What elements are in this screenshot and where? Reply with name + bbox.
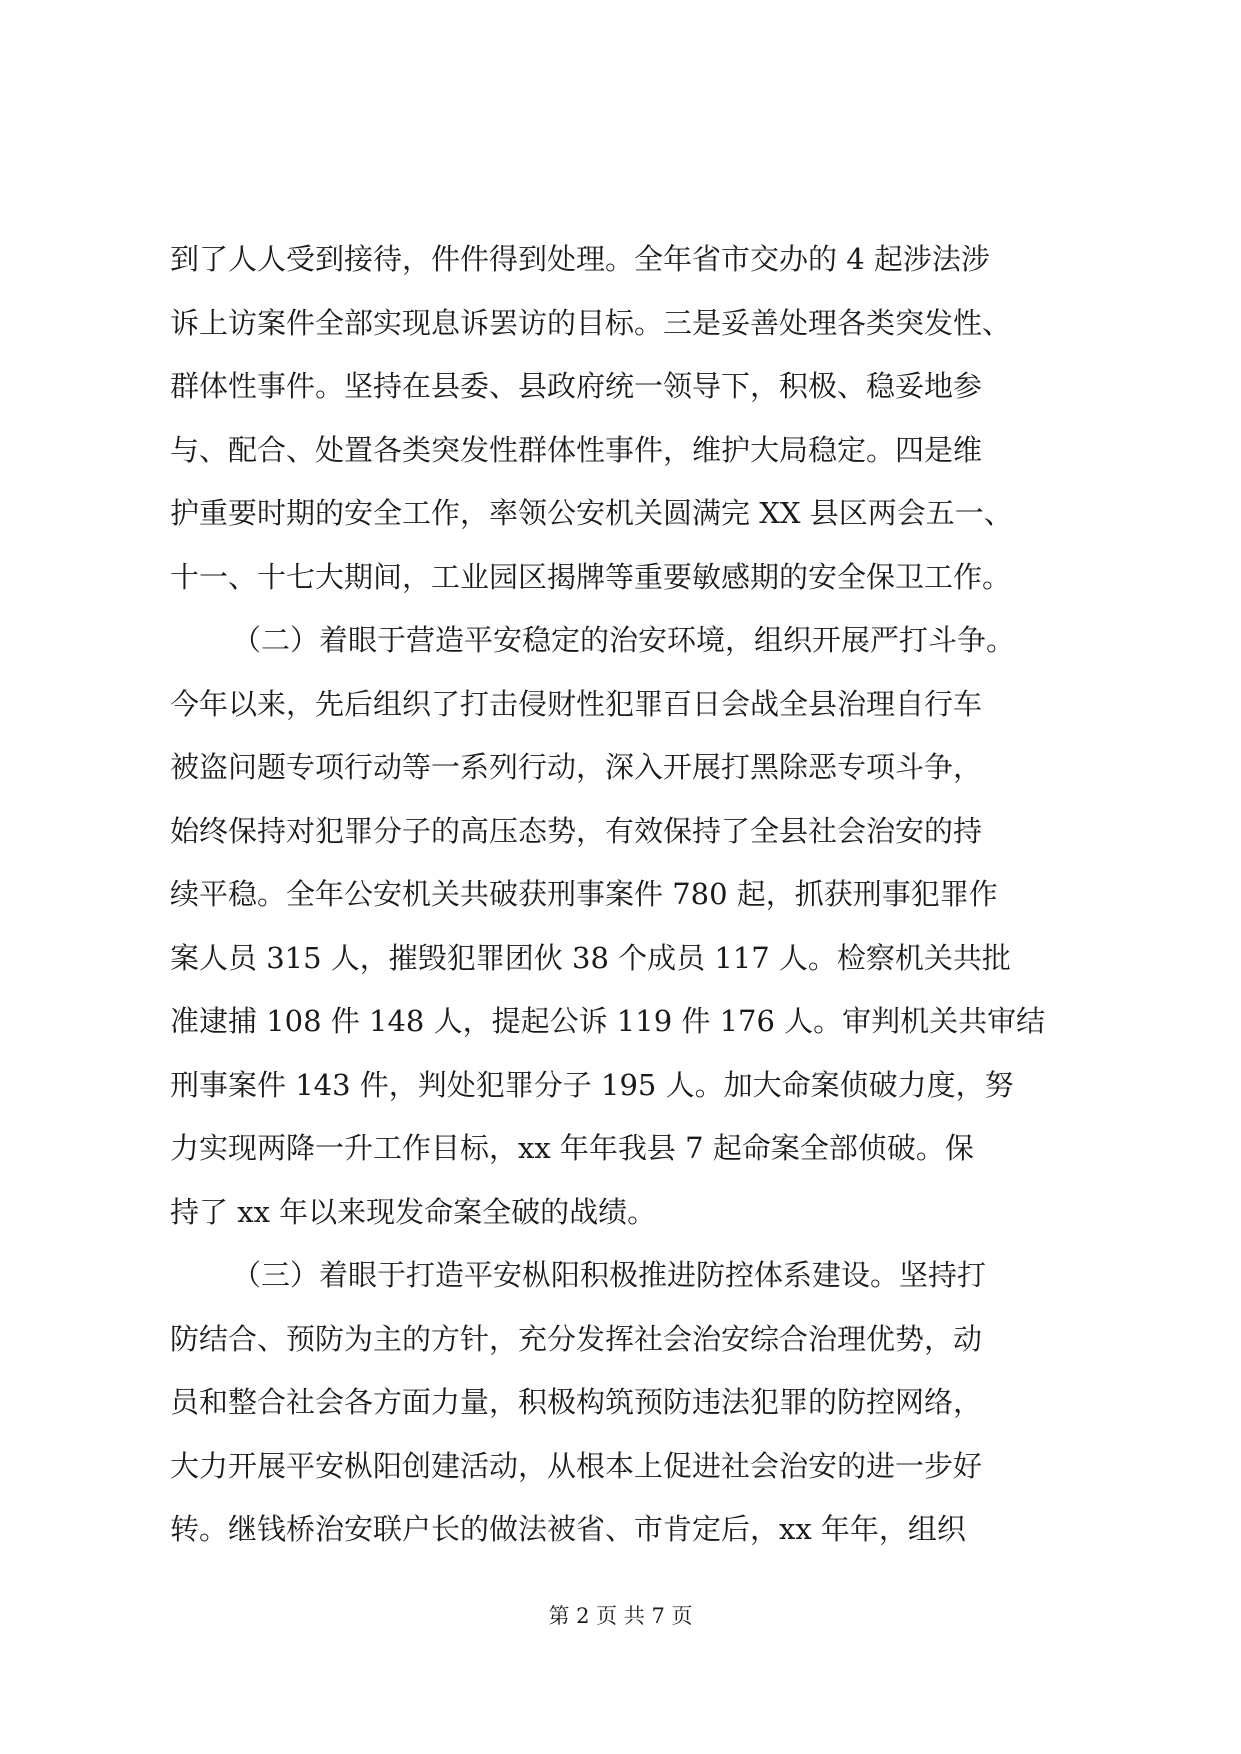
text-line: 大力开展平安枞阳创建活动，从根本上促进社会治安的进一步好 [170,1448,983,1483]
text-line: 准逮捕 108 件 148 人，提起公诉 119 件 176 人。审判机关共审结 [170,1004,1046,1038]
text-line: 今年以来，先后组织了打击侵财性犯罪百日会战全县治理自行车 [170,686,983,721]
text-line: 员和整合社会各方面力量，积极构筑预防违法犯罪的防控网络， [170,1385,983,1419]
text-line: 与、配合、处置各类突发性群体性事件，维护大局稳定。四是维 [170,432,983,467]
section-heading-line: （三）着眼于打造平安枞阳积极推进防控体系建设。坚持打 [232,1258,987,1292]
text-line: 案人员 315 人，摧毁犯罪团伙 38 个成员 117 人。检察机关共批 [170,940,1011,975]
text-line: 始终保持对犯罪分子的高压态势，有效保持了全县社会治安的持 [170,813,983,848]
text-line: 到了人人受到接待，件件得到处理。全年省市交办的 4 起涉法涉 [170,242,990,276]
text-line: 转。继钱桥治安联户长的做法被省、市肯定后，xx 年年，组织 [170,1512,966,1546]
text-line: 刑事案件 143 件，判处犯罪分子 195 人。加大命案侦破力度，努 [170,1067,1014,1102]
text-line: 持了 xx 年以来现发命案全破的战绩。 [170,1194,657,1229]
page-number-footer: 第 2 页 共 7 页 [548,1604,693,1628]
text-line: 护重要时期的安全工作，率领公安机关圆满完 XX 县区两会五一、 [170,496,1013,530]
text-line: 被盗问题专项行动等一系列行动，深入开展打黑除恶专项斗争， [170,750,983,784]
text-line: 诉上访案件全部实现息诉罢访的目标。三是妥善处理各类突发性、 [170,305,1012,340]
text-line: 力实现两降一升工作目标，xx 年年我县 7 起命案全部侦破。保 [170,1131,974,1165]
text-line: 群体性事件。坚持在县委、县政府统一领导下，积极、稳妥地参 [170,369,983,403]
text-line: 十一、十七大期间，工业园区揭牌等重要敏感期的安全保卫工作。 [170,559,1012,594]
text-line: 续平稳。全年公安机关共破获刑事案件 780 起，抓获刑事犯罪作 [170,877,998,911]
section-heading-line: （二）着眼于营造平安稳定的治安环境，组织开展严打斗争。 [232,623,1016,657]
text-line: 防结合、预防为主的方针，充分发挥社会治安综合治理优势，动 [170,1321,983,1356]
document-body [170,228,1130,1562]
